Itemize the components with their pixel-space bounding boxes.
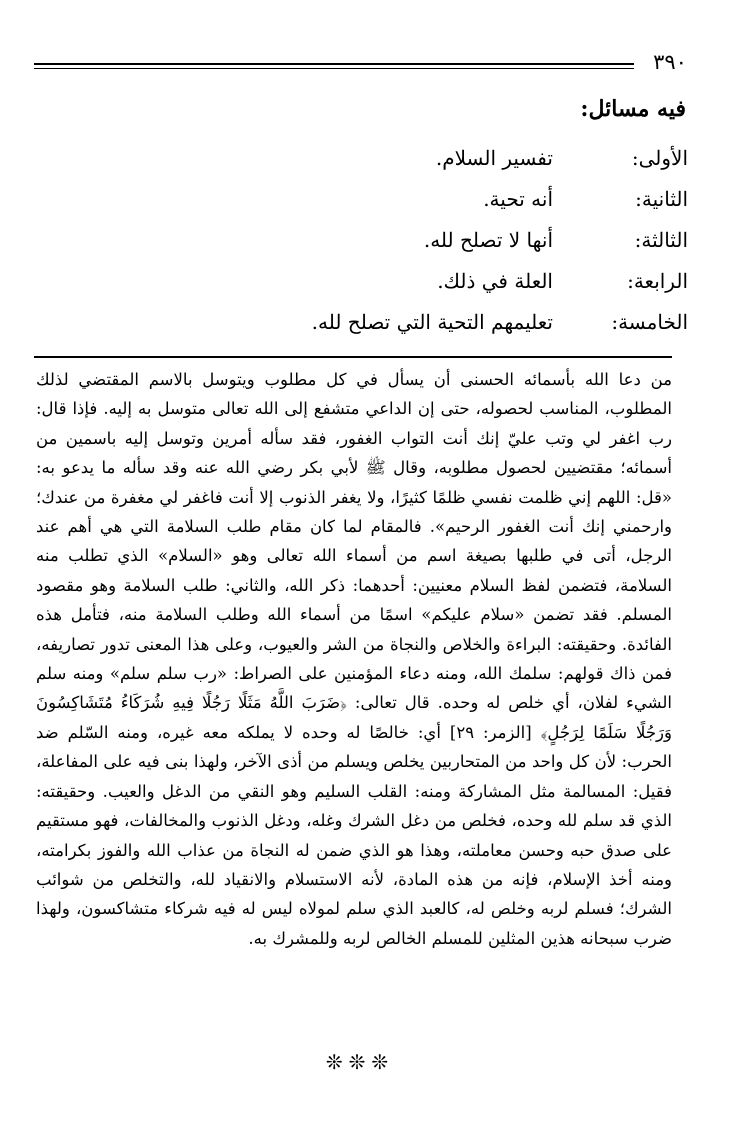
- issue-text: العلة في ذلك.: [437, 269, 553, 293]
- issue-text: تعليمهم التحية التي تصلح لله.: [311, 310, 553, 334]
- issue-label: الأولى:: [631, 146, 688, 170]
- issue-label: الخامسة:: [611, 310, 688, 334]
- issue-label: الثالثة:: [634, 228, 688, 252]
- issue-text: تفسير السلام.: [435, 146, 553, 170]
- end-marks: ❊❊❊: [325, 1050, 395, 1074]
- page-number: ٣٩٠: [653, 50, 687, 74]
- issue-label: الرابعة:: [627, 269, 688, 293]
- issue-row: [228, 187, 688, 227]
- issues-heading: فيه مسائل:: [580, 96, 686, 122]
- issue-text: أنه تحية.: [483, 187, 553, 211]
- issue-row: [228, 228, 688, 268]
- issue-row: [228, 310, 688, 350]
- issue-row: [228, 146, 688, 186]
- issue-label: الثانية:: [635, 187, 688, 211]
- issue-text: أنها لا تصلح لله.: [423, 228, 553, 252]
- commentary-paragraph: من دعا الله بأسمائه الحسنى أن يسأل في كل مطلوب ويتوسل بالاسم المقتضي لذلك المطلوب، المناسب لحصوله، حتى إن الداعي متشفع إلى الله تعالى متوسل به إليه. فإذا قال: رب اغفر لي وتب عليّ إنك أنت التواب الغفور، فقد سأله أمرين وتوسل إليه باسمين من أسمائه؛ مقتضيين لحصول مطلوبه، وقال ﷺ لأبي بكر رضي الله عنه وقد سأله ما يدعو به: «قل: اللهم إني ظلمت نفسي ظلمًا كثيرًا، ولا يغفر الذنوب إلا أنت فاغفر لي مغفرة من عندك؛ وارحمني إنك أنت الغفور الرحيم». فالمقام لما كان مقام طلب السلامة التي هي أهم عند الرجل، أتى في طلبها بصيغة اسم من أسماء الله تعالى وهو «السلام» الذي تطلب منه السلامة، فتضمن لفظ السلام معنيين: أحدهما: ذكر الله، والثاني: طلب السلامة وهو مقصود المسلم. فقد تضمن «سلام عليكم» اسمًا من أسماء الله وطلب السلامة منه، فتأمل هذه الفائدة. وحقيقته: البراءة والخلاص والنجاة من الشر والعيوب، وعلى هذا المعنى تدور تصاريفه، فمن ذاك قولهم: سلمك الله، ومنه دعاء المؤمنين على الصراط: «رب سلم سلم» ومنه سلم الشيء لفلان، أي خلص له وحده. قال تعالى: ﴿ضَرَبَ اللَّهُ مَثَلًا رَجُلًا فِيهِ شُرَكَاءُ مُتَشَاكِسُونَ وَرَجُلًا سَلَمًا لِرَجُلٍ﴾ [الزمر: ٢٩] أي: خالصًا له وحده لا يملكه معه غيره، ومنه السّلم ضد الحرب: لأن كل واحد من المتحاربين يخلص ويسلم من أذى الآخر، ولهذا بنى فيه على المفاعلة، فقيل: المسالمة مثل المشاركة ومنه: القلب السليم وهو النقي من الدغل والعيب. وحقيقته: الذي قد سلم لله وحده، فخلص من دغل الشرك وغله، ودغل الذنوب والمخالفات، فهو مستقيم على صدق حبه وحسن معاملته، وهذا هو الذي ضمن له النجاة من عذاب الله والفوز بكرامته، ومنه أخذ الإسلام، فإنه من هذه المادة، لأنه الاستسلام والانقياد لله، والتخلص من شوائب الشرك؛ فسلم لربه وخلص له، كالعبد الذي سلم لمولاه ليس له فيه شركاء متشاكسون، ولهذا ضرب سبحانه هذين المثلين للمسلم الخالص لربه وللمشرك به.: [36, 370, 672, 948]
- section-divider: [34, 356, 672, 358]
- issue-row: [228, 269, 688, 309]
- header-rule: [34, 63, 634, 69]
